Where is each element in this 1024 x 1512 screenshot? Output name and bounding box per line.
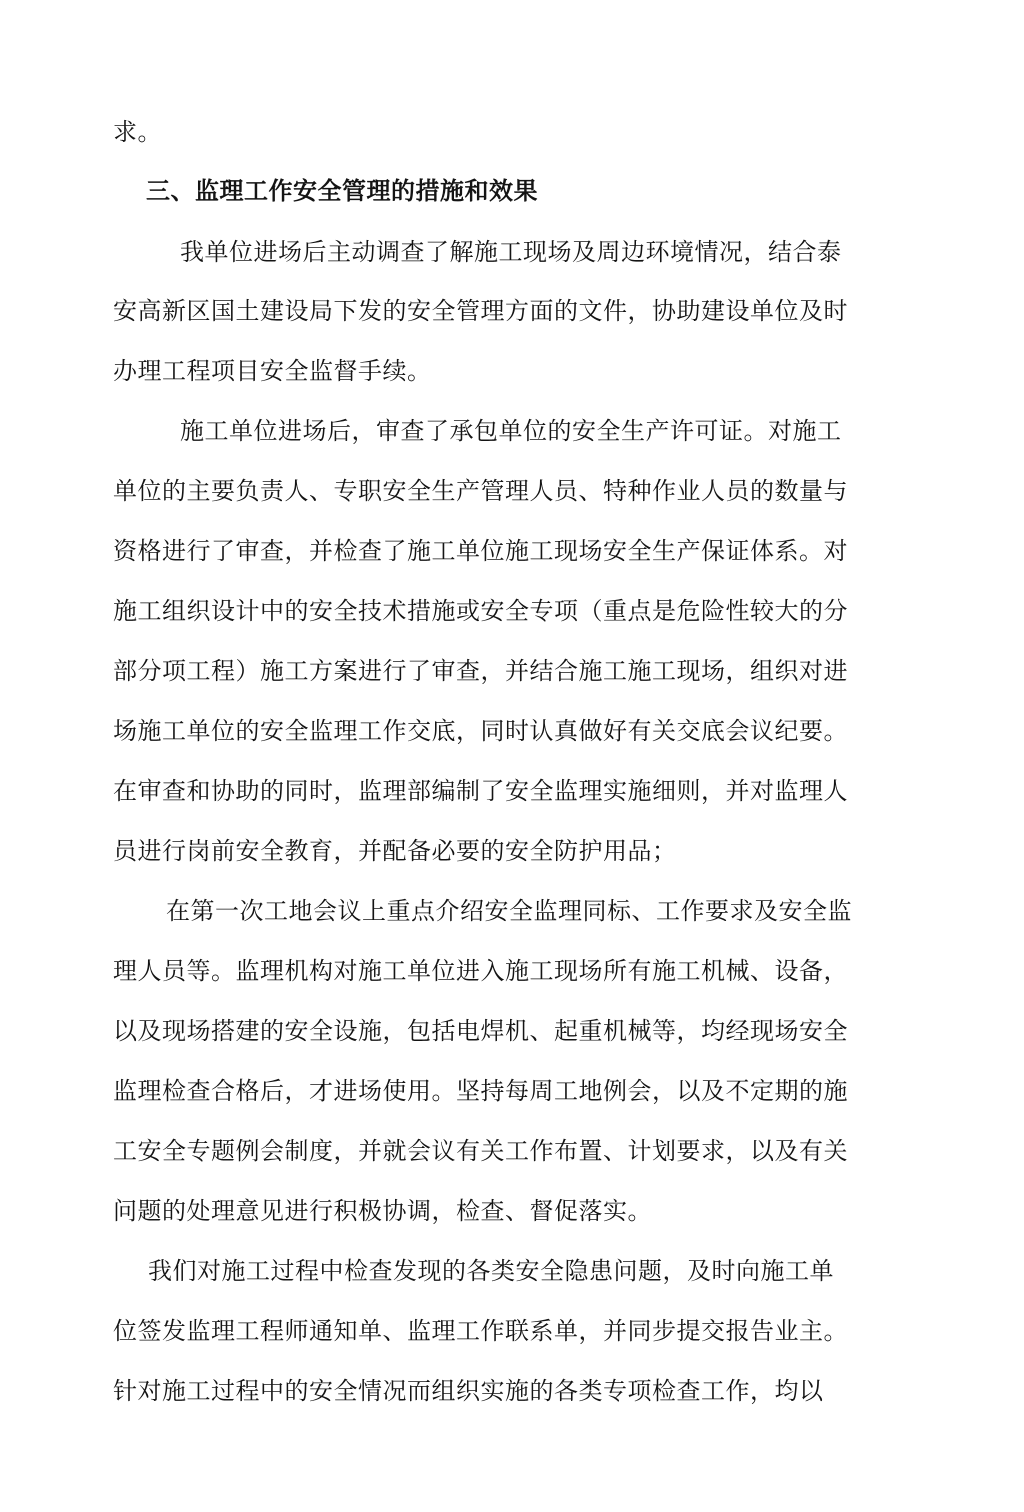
text-line: 安高新区国土建设局下发的安全管理方面的文件，协助建设单位及时 (113, 297, 848, 325)
text-line: 部分项工程）施工方案进行了审查，并结合施工施工现场，组织对进 (113, 657, 848, 685)
text-line: 施工单位进场后，审查了承包单位的安全生产许可证。对施工 (180, 417, 842, 445)
text-line: 求。 (113, 118, 162, 146)
text-line: 在审查和协助的同时，监理部编制了安全监理实施细则，并对监理人 (113, 777, 848, 805)
text-line: 员进行岗前安全教育，并配备必要的安全防护用品； (113, 837, 677, 865)
text-line: 监理检查合格后，才进场使用。坚持每周工地例会，以及不定期的施 (113, 1077, 848, 1105)
text-line: 我单位进场后主动调查了解施工现场及周边环境情况，结合泰 (180, 238, 842, 266)
text-line: 理人员等。监理机构对施工单位进入施工现场所有施工机械、设备， (113, 957, 848, 985)
text-line: 问题的处理意见进行积极协调，检查、督促落实。 (113, 1197, 652, 1225)
text-line: 单位的主要负责人、专职安全生产管理人员、特种作业人员的数量与 (113, 477, 848, 505)
text-line: 工安全专题例会制度，并就会议有关工作布置、计划要求，以及有关 (113, 1137, 848, 1165)
section-heading: 三、监理工作安全管理的措施和效果 (146, 177, 538, 205)
text-line: 在第一次工地会议上重点介绍安全监理同标、工作要求及安全监 (166, 897, 852, 925)
text-line: 场施工单位的安全监理工作交底，同时认真做好有关交底会议纪要。 (113, 717, 848, 745)
text-line: 位签发监理工程师通知单、监理工作联系单，并同步提交报告业主。 (113, 1317, 848, 1345)
text-line: 施工组织设计中的安全技术措施或安全专项（重点是危险性较大的分 (113, 597, 848, 625)
text-line: 针对施工过程中的安全情况而组织实施的各类专项检查工作，均以 (113, 1377, 824, 1405)
text-line: 以及现场搭建的安全设施，包括电焊机、起重机械等，均经现场安全 (113, 1017, 848, 1045)
text-line: 办理工程项目安全监督手续。 (113, 357, 432, 385)
text-line: 我们对施工过程中检查发现的各类安全隐患问题，及时向施工单 (148, 1257, 834, 1285)
text-line: 资格进行了审查，并检查了施工单位施工现场安全生产保证体系。对 (113, 537, 848, 565)
